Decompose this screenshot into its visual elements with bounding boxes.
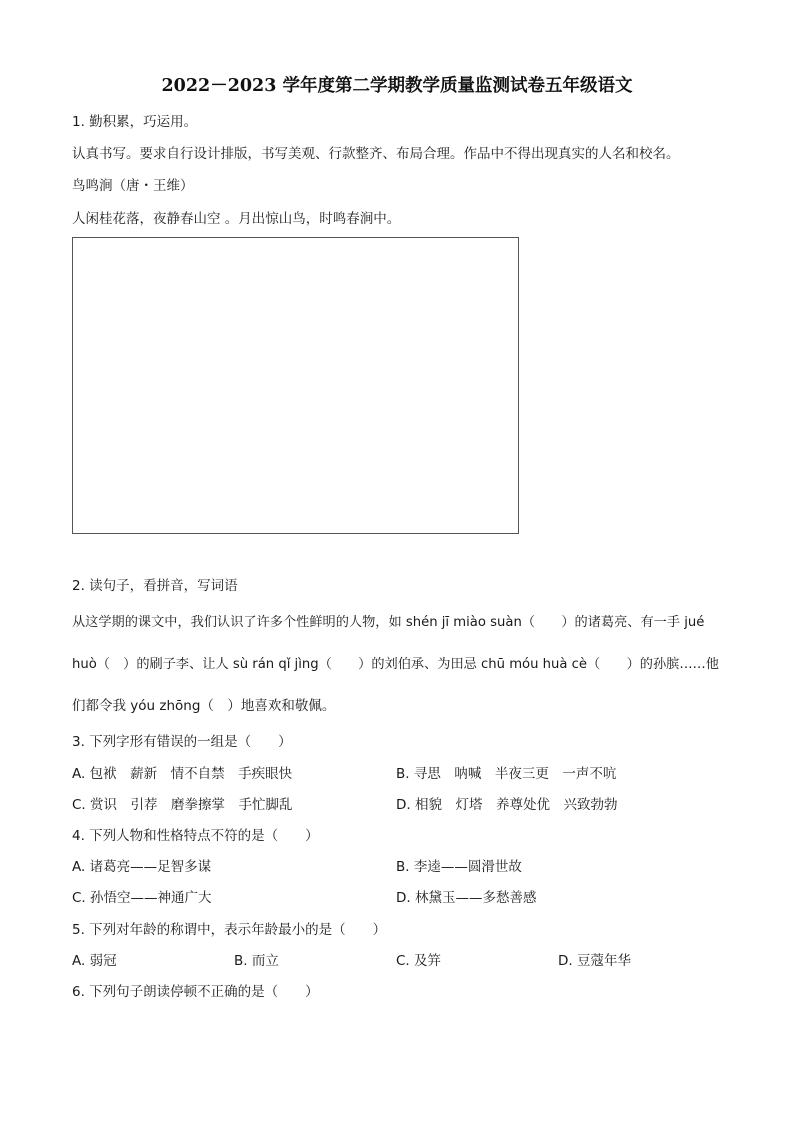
question-4-option-c[interactable]: C. 孙悟空——神通广大 [72,890,212,906]
question-5-option-a[interactable]: A. 弱冠 [72,953,117,969]
question-4-option-a[interactable]: A. 诸葛亮——足智多谋 [72,859,212,875]
question-3-stem: 3. 下列字形有错误的一组是（ ） [72,734,292,750]
question-2-line-3: 们都令我 yóu zhōng（ ）地喜欢和敬佩。 [72,698,336,714]
question-5-option-c[interactable]: C. 及笄 [396,953,442,969]
question-6-stem: 6. 下列句子朗读停顿不正确的是（ ） [72,984,319,1000]
question-4-stem: 4. 下列人物和性格特点不符的是（ ） [72,828,319,844]
question-4-option-d[interactable]: D. 林黛玉——多愁善感 [396,890,537,906]
question-2-line-2: huò（ ）的刷子李、让人 sù rán qǐ jìng（ ）的刘伯承、为田忌 chū móu huà cè（ ）的孙膑……他 [72,657,719,672]
writing-box[interactable] [72,237,519,534]
question-5-option-b[interactable]: B. 而立 [234,953,279,969]
question-1-stem: 1. 勤积累，巧运用。 [72,114,198,130]
question-4-option-b[interactable]: B. 李逵——圆滑世故 [396,859,522,875]
question-3-option-c[interactable]: C. 赏识 引荐 磨拳擦掌 手忙脚乱 [72,797,293,813]
question-2-line-1: 从这学期的课文中，我们认识了许多个性鲜明的人物，如 shén jī miào suàn（ ）的诸葛亮、有一手 jué [72,615,705,630]
question-3-option-a[interactable]: A. 包袱 薪新 情不自禁 手疾眼快 [72,766,293,782]
poem-title: 鸟鸣涧（唐・王维） [72,178,194,194]
question-3-option-b[interactable]: B. 寻思 呐喊 半夜三更 一声不吭 [396,766,617,782]
poem-text: 人闲桂花落，夜静春山空 。月出惊山鸟，时鸣春涧中。 [72,211,401,227]
question-5-option-d[interactable]: D. 豆蔻年华 [558,953,631,969]
question-2-stem: 2. 读句子，看拼音，写词语 [72,578,238,594]
question-5-stem: 5. 下列对年龄的称谓中，表示年龄最小的是（ ） [72,922,387,938]
question-1-instruction: 认真书写。要求自行设计排版，书写美观、行款整齐、布局合理。作品中不得出现真实的人名和校名。 [72,146,680,162]
page-title: 2022－2023 学年度第二学期教学质量监测试卷五年级语文 [161,76,633,96]
question-3-option-d[interactable]: D. 相貌 灯塔 养尊处优 兴致勃勃 [396,797,618,813]
